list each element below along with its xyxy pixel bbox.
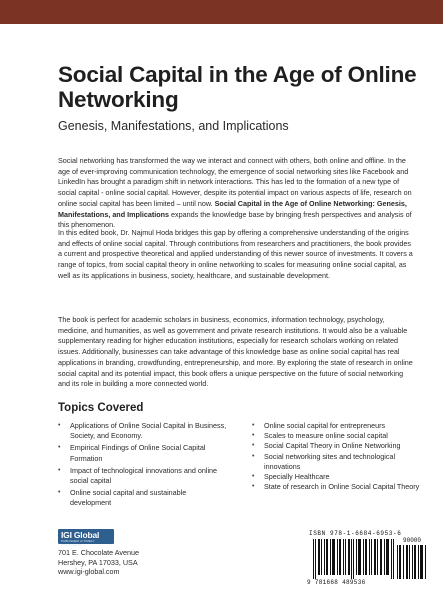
bullet-icon: • (252, 442, 255, 450)
topics-heading: Topics Covered (58, 402, 144, 414)
publisher-address (58, 548, 139, 577)
topic-item (58, 488, 228, 508)
topics-list-left (58, 421, 228, 511)
book-title: Social Capital in the Age of Online Networking (58, 62, 417, 112)
topic-text: Empirical Findings of Online Social Capital Formation (70, 443, 206, 463)
topic-text: Online social capital and sustainable development (70, 488, 187, 508)
topic-text: Social Capital Theory in Online Networking (264, 441, 401, 451)
ean-digits: 9 781668 489536 (307, 579, 366, 586)
topic-item (58, 443, 228, 463)
bullet-icon: • (58, 489, 61, 497)
barcode-bars-icon (313, 539, 395, 579)
topics-list-right (252, 421, 422, 492)
topic-text: Applications of Online Social Capital in Business, Society, and Economy. (70, 421, 227, 441)
address-line-2: Hershey, PA 17033, USA (58, 557, 138, 567)
isbn-text: ISBN 978-1-6684-6953-6 (309, 530, 402, 537)
price-code: 90000 (403, 537, 422, 544)
bullet-icon: • (58, 444, 61, 452)
topic-text: State of research in Online Social Capital Theory (264, 482, 420, 492)
addon-barcode-icon (397, 545, 427, 579)
topic-text: Scales to measure online social capital (264, 431, 388, 441)
topic-text: Social networking sites and technological innovations (264, 451, 396, 471)
topic-text: Impact of technological innovations and online social capital (70, 465, 218, 486)
paragraph-1-text: Social networking has transformed the way we interact and connect with others, both online and offline. In the age of ever-improving communication technology, the emergence of social networking sites like Facebook and LinkedIn has brought a paradigm shift in network interactions. This has led to the formation of a new type of social capital - online social capital. However, despite its potential impact on various aspects of life, research on online social capital has been limited – until now. (58, 156, 412, 208)
bullet-icon: • (252, 483, 255, 491)
isbn-barcode (307, 530, 437, 588)
description-paragraph-2: In this edited book, Dr. Najmul Hoda bridges this gap by offering a comprehensive understanding of the origins and effects of online social capital. Through contributions from researchers and practitioners, the book provides a current and prospective theoretical and applied understanding of this newer source of investments. It covers a range of topics, from social capital theory in online networking to scales for measuring online social capital, as well as its applications in business, society, healthcare, and sustainable development. (58, 228, 413, 280)
address-line-1: 701 E. Chocolate Avenue (58, 548, 139, 557)
bullet-icon: • (58, 466, 61, 474)
publisher-logo-text: IGI Global (61, 530, 100, 540)
book-subtitle: Genesis, Manifestations, and Implications (58, 119, 289, 133)
topic-text: Specially Healthcare (264, 472, 330, 482)
topic-item (252, 421, 422, 431)
topic-item (252, 482, 422, 492)
topic-item (252, 431, 422, 441)
bullet-icon: • (252, 473, 255, 481)
topic-item (58, 466, 228, 486)
topic-item (252, 441, 422, 451)
paragraph-1-bold-title: Social Capital in the Age of Online Networking: Genesis, Manifestations, and Implications (58, 198, 407, 219)
bullet-icon: • (252, 432, 255, 440)
topic-item (252, 452, 422, 472)
bullet-icon: • (252, 452, 255, 460)
topic-item (252, 472, 422, 482)
bullet-icon: • (58, 422, 61, 429)
topic-text: Online social capital for entrepreneurs (264, 421, 386, 430)
paragraph-1-tail: expands the knowledge base by bringing fresh perspectives and analysis of this phenomenon. (58, 209, 412, 230)
description-paragraph-3: The book is perfect for academic scholars in business, economics, information technology, psychology, medicine, and humanities, as well as government and private research institutions. It would also be a valuable supplementary reading for higher education institutions, especially for research scholars working on related issues. Additionally, businesses can take advantage of this knowledge base as online social capital has real applications in branding, crowdfunding, entrepreneurship, and more. By exploring the state of research in online social capital and its potential impact, this book offers a unique perspective on the future of social networking and its role in building a more connected world. (58, 315, 413, 389)
description-paragraph-1 (58, 156, 414, 231)
publisher-website: www.igi-global.com (58, 567, 120, 577)
top-color-band (0, 0, 443, 24)
topic-item (58, 421, 228, 441)
publisher-logo-tagline: PUBLISHER of TIMELY KNOWLEDGE (61, 539, 95, 547)
publisher-logo (58, 529, 114, 547)
bullet-icon: • (252, 422, 255, 429)
